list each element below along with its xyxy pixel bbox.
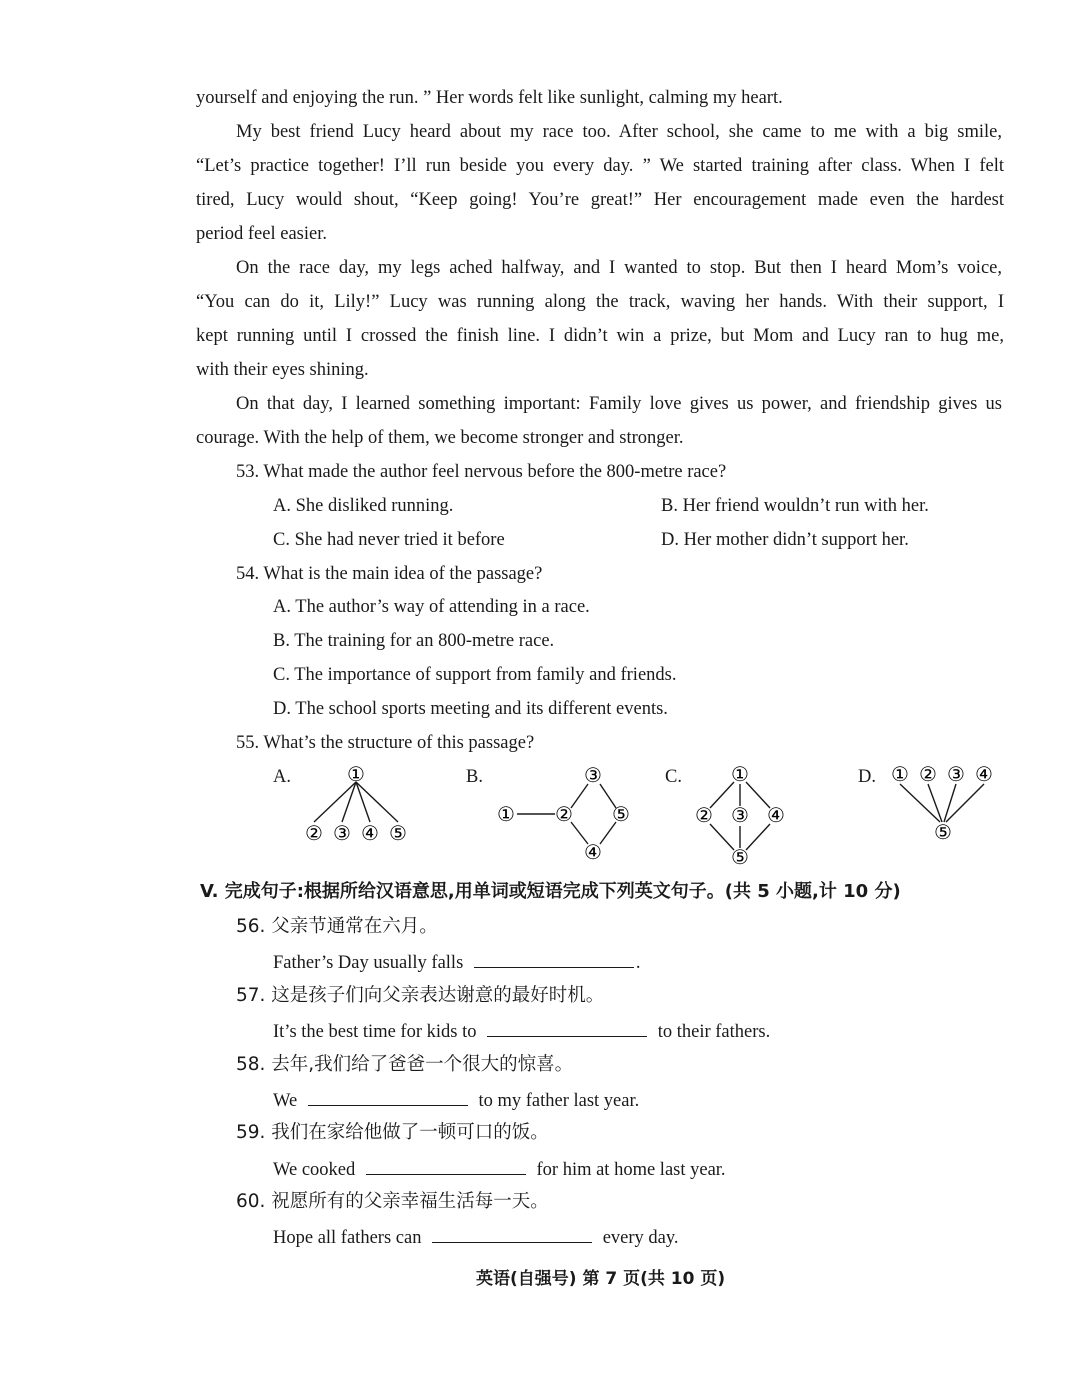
sentence-suffix: for him at home last year.: [536, 1160, 726, 1180]
node-4: ④: [584, 842, 602, 864]
sentence-prefix: Father’s Day usually falls: [273, 953, 464, 973]
node-2: ②: [695, 805, 713, 827]
sentence-prefix: We cooked: [273, 1160, 356, 1180]
answer-blank-57[interactable]: [487, 1018, 647, 1037]
node-4: ④: [767, 805, 785, 827]
page-footer: 英语(自强号) 第 7 页(共 10 页): [476, 1269, 726, 1289]
node-2: ②: [555, 804, 573, 826]
question-53: 53. What made the author feel nervous before the 800-metre race?: [236, 462, 727, 482]
item-59-chinese: 59. 我们在家给他做了一顿可口的饭。: [236, 1122, 549, 1143]
sentence-suffix: every day.: [602, 1228, 679, 1248]
node-1: ①: [891, 764, 909, 786]
question-54: 54. What is the main idea of the passage?: [236, 564, 543, 584]
question-55: 55. What’s the structure of this passage?: [236, 733, 535, 753]
item-56-chinese: 56. 父亲节通常在六月。: [236, 916, 438, 937]
passage-line: tired, Lucy would shout, “Keep going! You’re great!” Her encouragement made even the hardest: [196, 190, 1004, 210]
node-2: ②: [305, 823, 323, 845]
passage-line: with their eyes shining.: [196, 360, 369, 380]
node-5: ⑤: [934, 822, 952, 844]
passage-line: On that day, I learned something important: Family love gives us power, and friendship gives us: [236, 394, 1002, 414]
node-5: ⑤: [389, 823, 407, 845]
node-5: ⑤: [731, 847, 749, 869]
option-53-b: B. Her friend wouldn’t run with her.: [661, 496, 929, 516]
sentence-suffix: .: [635, 953, 641, 973]
node-1: ①: [497, 804, 515, 826]
passage-line: On the race day, my legs ached halfway, and I wanted to stop. But then I heard Mom’s voice,: [236, 258, 1002, 278]
node-3: ③: [947, 764, 965, 786]
option-53-a: A. She disliked running.: [273, 496, 454, 516]
item-58-chinese: 58. 去年,我们给了爸爸一个很大的惊喜。: [236, 1054, 574, 1075]
item-56-sentence: [273, 949, 641, 975]
item-57-sentence: [273, 1018, 770, 1044]
option-54-b: B. The training for an 800-metre race.: [273, 631, 555, 651]
option-55-a-letter: A.: [273, 767, 291, 787]
passage-line: “Let’s practice together! I’ll run beside you every day. ” We started training after class. When I felt: [196, 156, 1004, 176]
answer-blank-58[interactable]: [308, 1087, 468, 1106]
node-1: ①: [347, 764, 365, 786]
section-heading: V. 完成句子:根据所给汉语意思,用单词或短语完成下列英文句子。(共 5 小题,计 10 分): [200, 881, 901, 902]
item-60-chinese: 60. 祝愿所有的父亲幸福生活每一天。: [236, 1191, 549, 1212]
option-53-c: C. She had never tried it before: [273, 530, 505, 550]
sentence-prefix: We: [273, 1091, 298, 1111]
passage-line: “You can do it, Lily!” Lucy was running along the track, waving her hands. With their support, I: [196, 292, 1004, 312]
passage-line: kept running until I crossed the finish line. I didn’t win a prize, but Mom and Lucy ran to hug me,: [196, 326, 1004, 346]
option-55-c-letter: C.: [665, 767, 682, 787]
structure-diagram-d: [880, 760, 1010, 850]
node-3: ③: [731, 805, 749, 827]
node-4: ④: [975, 764, 993, 786]
node-3: ③: [333, 823, 351, 845]
option-55-d-letter: D.: [858, 767, 876, 787]
structure-diagram-c: [686, 760, 796, 870]
node-5: ⑤: [612, 804, 630, 826]
passage-line: yourself and enjoying the run. ” Her words felt like sunlight, calming my heart.: [196, 88, 783, 108]
sentence-suffix: to my father last year.: [478, 1091, 640, 1111]
sentence-suffix: to their fathers.: [657, 1022, 771, 1042]
node-2: ②: [919, 764, 937, 786]
item-57-chinese: 57. 这是孩子们向父亲表达谢意的最好时机。: [236, 985, 605, 1006]
option-54-a: A. The author’s way of attending in a race.: [273, 597, 590, 617]
structure-diagram-a: [290, 760, 420, 850]
answer-blank-56[interactable]: [474, 949, 634, 968]
node-1: ①: [731, 764, 749, 786]
passage-line: My best friend Lucy heard about my race too. After school, she came to me with a big smile,: [236, 122, 1002, 142]
passage-line: courage. With the help of them, we become stronger and stronger.: [196, 428, 684, 448]
item-58-sentence: [273, 1087, 639, 1113]
option-54-c: C. The importance of support from family and friends.: [273, 665, 677, 685]
node-3: ③: [584, 765, 602, 787]
node-4: ④: [361, 823, 379, 845]
sentence-prefix: Hope all fathers can: [273, 1228, 422, 1248]
passage-line: period feel easier.: [196, 224, 327, 244]
item-60-sentence: [273, 1224, 679, 1250]
option-55-b-letter: B.: [466, 767, 483, 787]
answer-blank-60[interactable]: [432, 1224, 592, 1243]
answer-blank-59[interactable]: [366, 1156, 526, 1175]
option-54-d: D. The school sports meeting and its different events.: [273, 699, 668, 719]
item-59-sentence: [273, 1156, 726, 1182]
structure-diagram-b: [490, 760, 640, 868]
option-53-d: D. Her mother didn’t support her.: [661, 530, 909, 550]
sentence-prefix: It’s the best time for kids to: [273, 1022, 477, 1042]
